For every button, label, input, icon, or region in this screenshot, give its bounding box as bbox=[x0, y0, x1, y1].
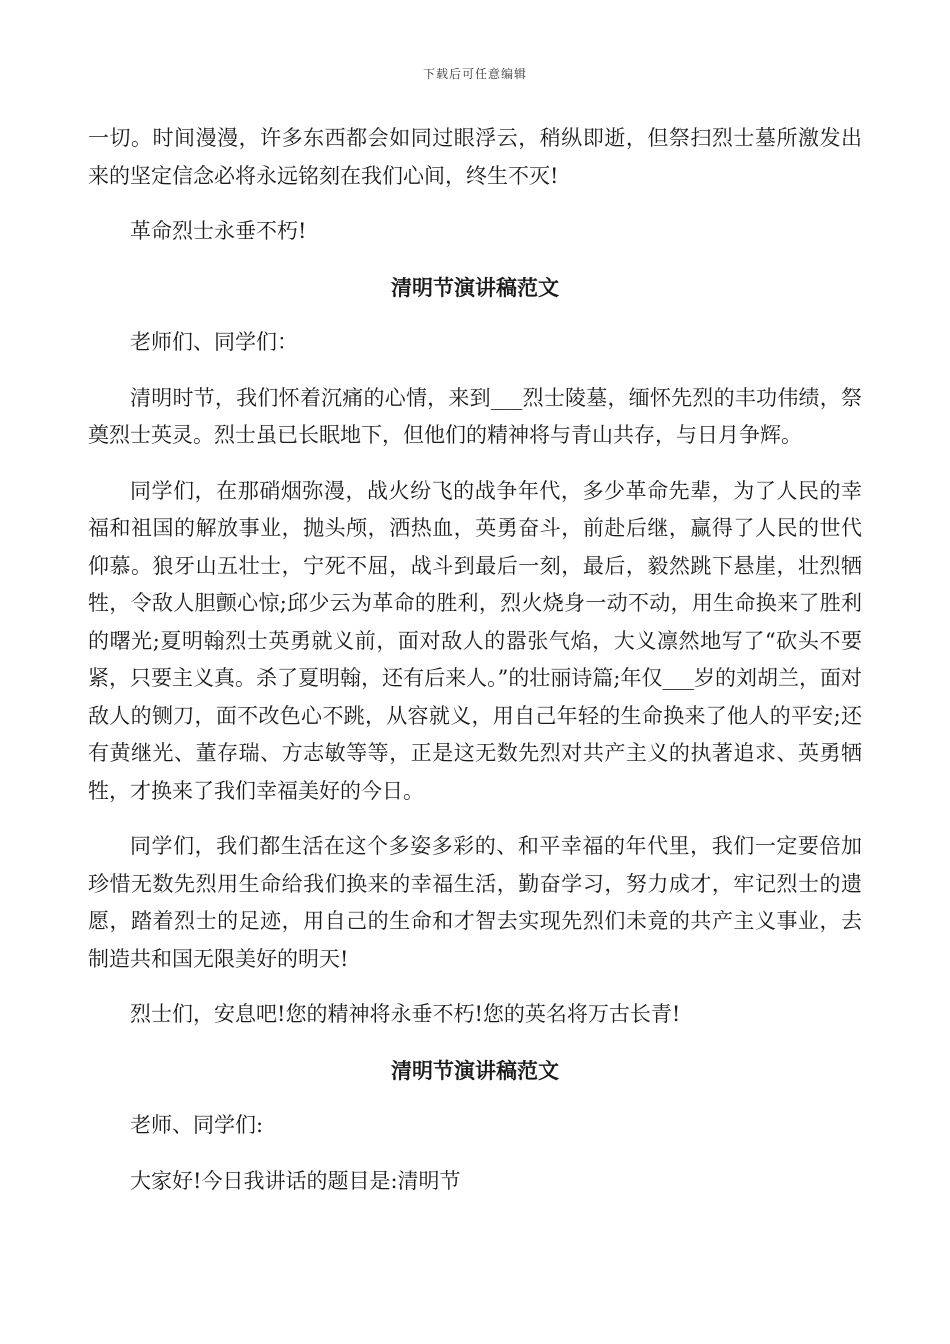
paragraph: 同学们，我们都生活在这个多姿多彩的、和平幸福的年代里，我们一定要倍加珍惜无数先烈用生命给我们换来的幸福生活，勤奋学习，努力成才，牢记烈士的遗愿，踏着烈士的足迹，用自己的生命和才智去实现先烈们未竟的共产主义事业，去制造共和国无限美好的明天! bbox=[88, 834, 862, 971]
paragraph: 革命烈士永垂不朽! bbox=[130, 219, 307, 243]
section-heading: 清明节演讲稿范文 bbox=[391, 1057, 559, 1083]
paragraph: 一切。时间漫漫，许多东西都会如同过眼浮云，稍纵即逝，但祭扫烈士墓所激发出来的坚定信念必将永远铭刻在我们心间，终生不灭! bbox=[88, 126, 862, 188]
paragraph: 清明时节，我们怀着沉痛的心情，来到___烈士陵墓，缅怀先烈的丰功伟绩，祭奠烈士英灵。烈士虽已长眠地下，但他们的精神将与青山共存，与日月争辉。 bbox=[88, 385, 862, 447]
document-body bbox=[88, 120, 862, 1218]
salutation: 老师、同学们: bbox=[130, 1113, 264, 1137]
paragraph: 大家好!今日我讲话的题目是:清明节 bbox=[130, 1168, 461, 1193]
page-header: 下载后可任意编辑 bbox=[422, 67, 527, 81]
section-heading: 清明节演讲稿范文 bbox=[391, 274, 559, 300]
paragraph: 烈士们，安息吧!您的精神将永垂不朽!您的英名将万古长青! bbox=[130, 1002, 681, 1026]
salutation: 老师们、同学们： bbox=[130, 330, 298, 354]
paragraph: 同学们，在那硝烟弥漫，战火纷飞的战争年代，多少革命先辈，为了人民的幸福和祖国的解放事业，抛头颅，洒热血，英勇奋斗，前赴后继，赢得了人民的世代仰慕。狼牙山五壮士，宁死不屈，战斗到最后一刻，最后，毅然跳下悬崖，壮烈牺牲，令敌人胆颤心惊;邱少云为革命的胜利，烈火烧身一动不动，用生命换来了胜利的曙光;夏明翰烈士英勇就义前，面对敌人的嚣张气焰，大义凛然地写了“砍头不要紧，只要主义真。杀了夏明翰，还有后来人。”的壮丽诗篇;年仅___岁的刘胡兰，面对敌人的铡刀，面不改色心不跳，从容就义，用自己年轻的生命换来了他人的平安;还有黄继光、董存瑞、方志敏等等，正是这无数先烈对共产主义的执著追求、英勇牺牲，才换来了我们幸福美好的今日。 bbox=[88, 478, 862, 803]
